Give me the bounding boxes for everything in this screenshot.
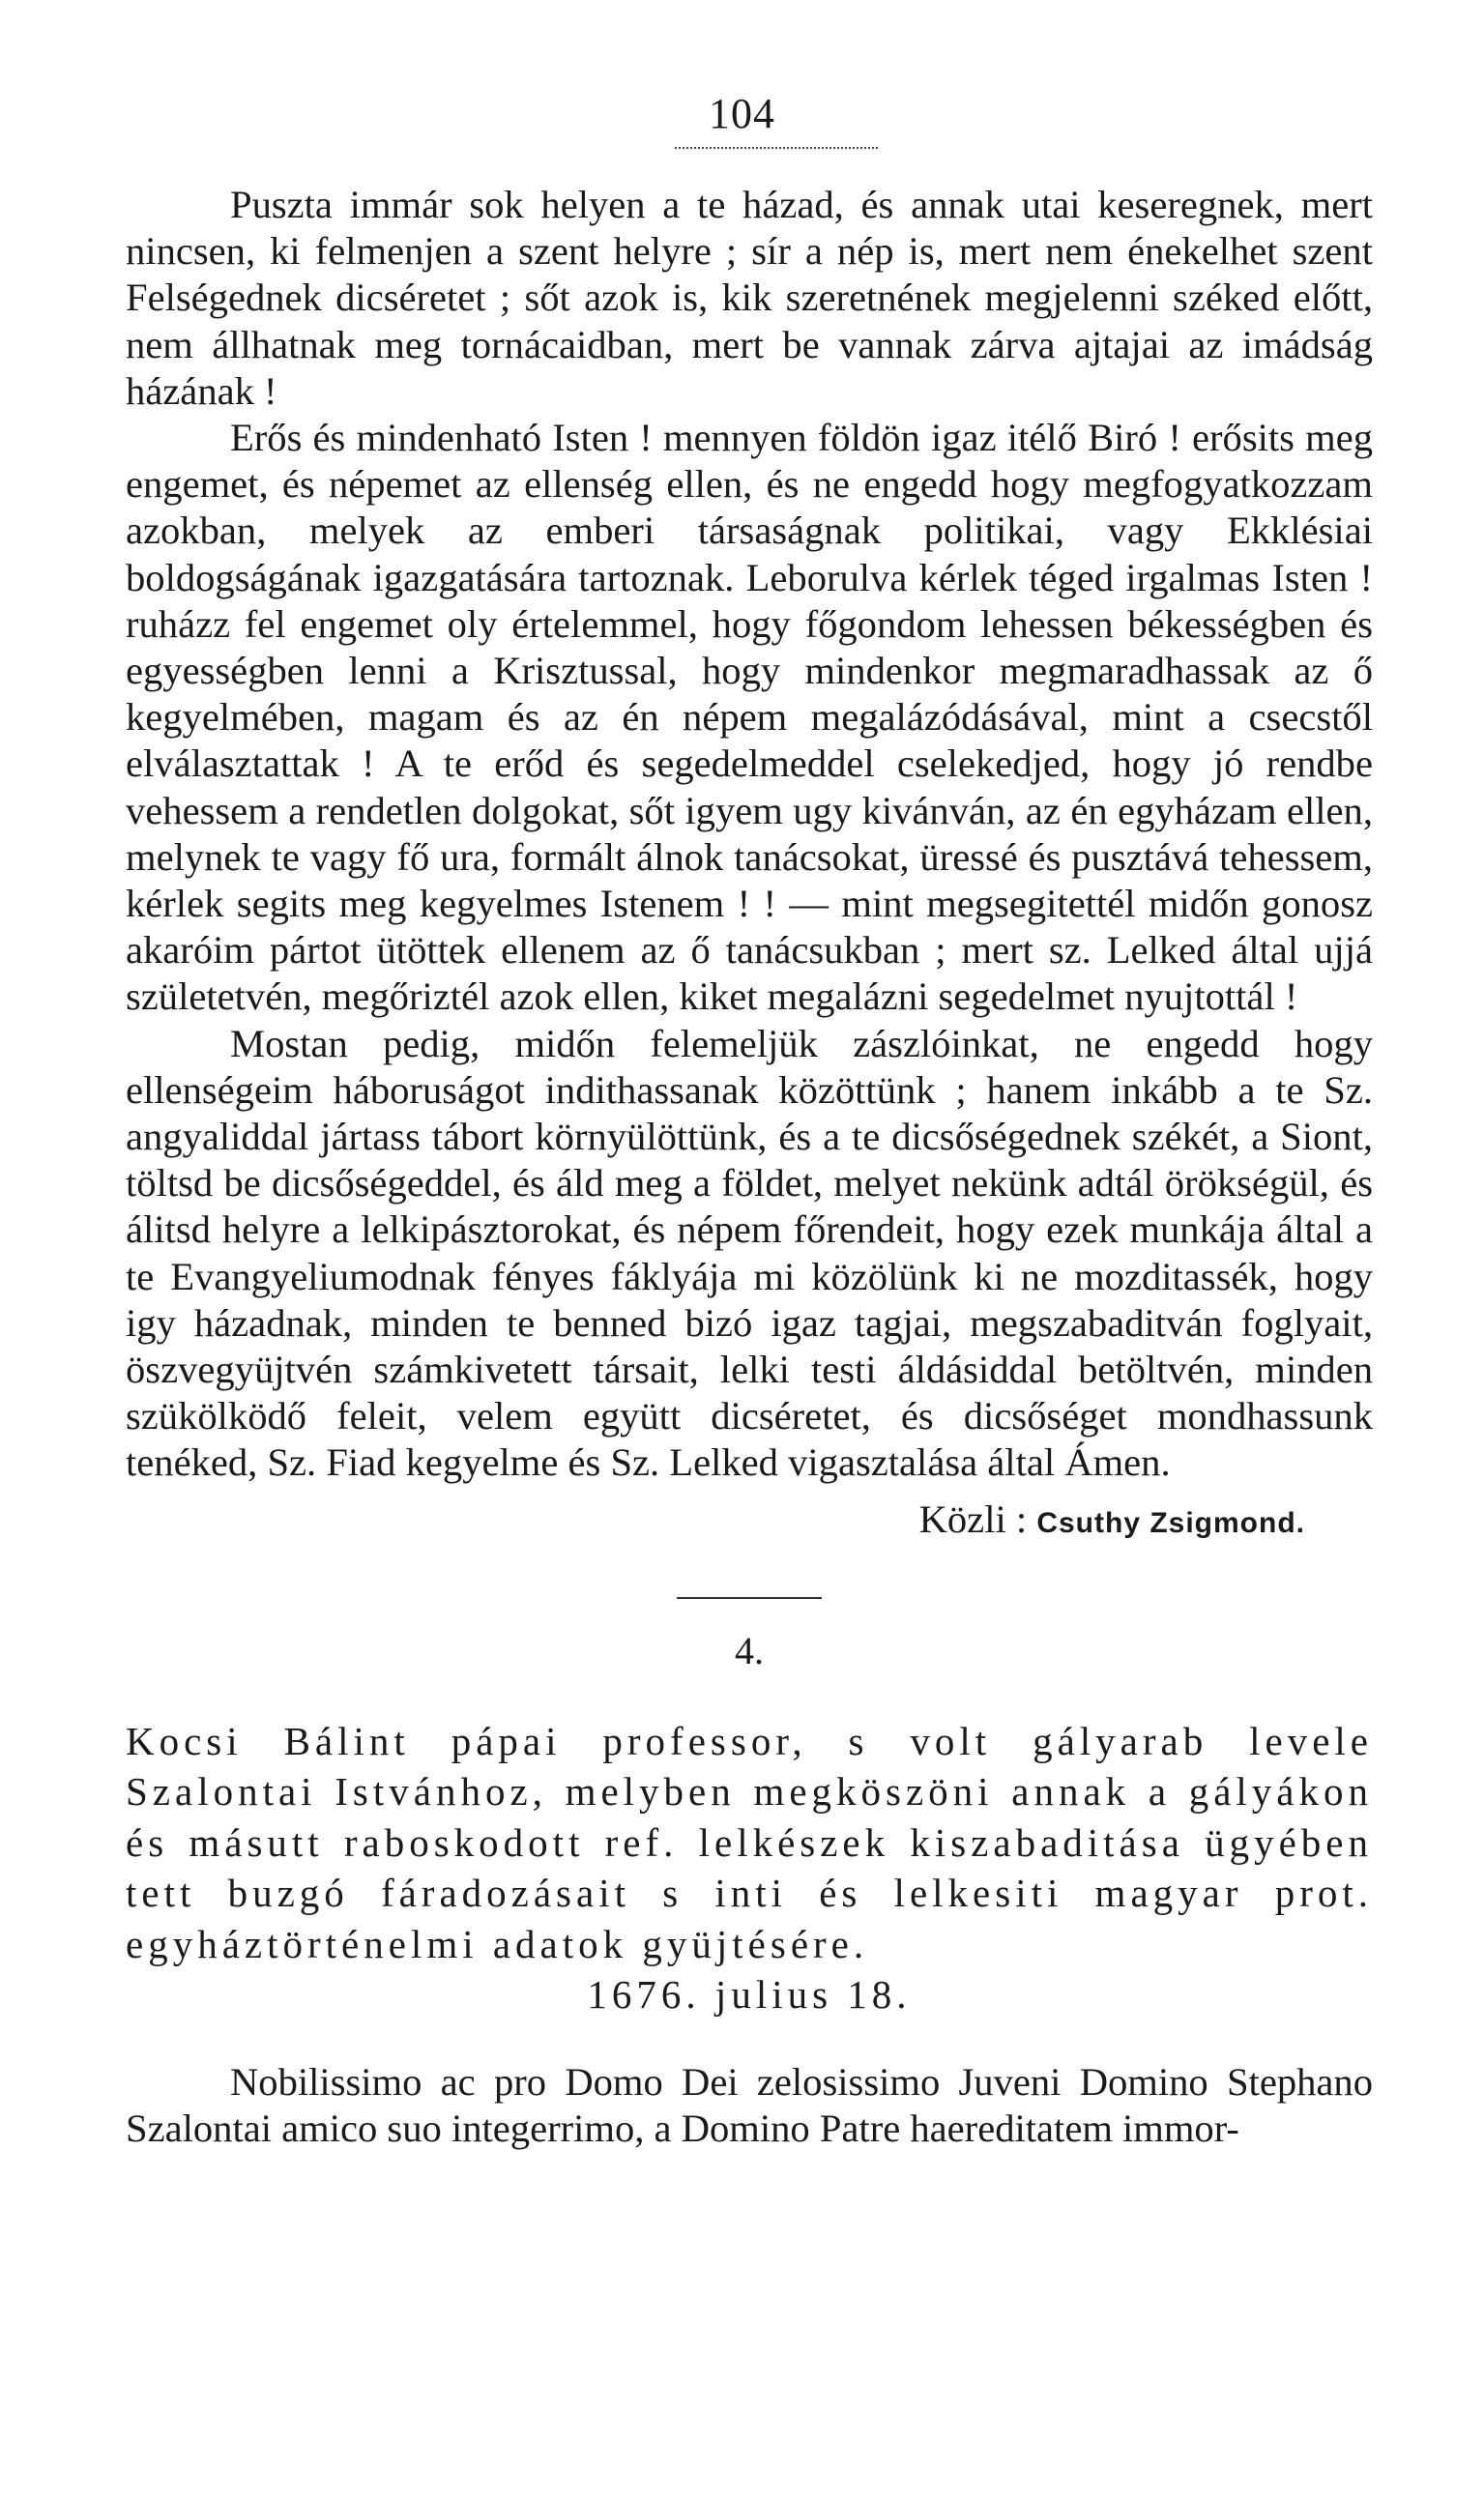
page-number-ornament <box>675 147 878 149</box>
letter-title: Kocsi Bálint pápai professor, s volt gályarab levele Szalontai Istvánhoz, melyben megköszöni annak a gályákon és másutt raboskodott ref. lelkészek kiszabaditása ügyében tett buzgó fáradozásait s inti és lelkesiti magyar prot. egyháztörténelmi adatok gyüjtésére. <box>126 1718 1373 1966</box>
prayer-paragraph-1: Puszta immár sok helyen a te házad, és annak utai keseregnek, mert nincsen, ki felmenjen a szent helyre ; sír a nép is, mert nem énekelhet szent Felségednek dicséretet ; sőt azok is, kik szeretnének megjelenni széked előtt, nem állhatnak meg tornácaidban, mert be vannak zárva ajtajai az imádság házának ! <box>126 183 1373 413</box>
communicator-name: Csuthy Zsigmond. <box>1036 1506 1305 1539</box>
communicator-line <box>126 1496 1373 1547</box>
section-divider <box>677 1597 822 1599</box>
prayer-paragraph-3: Mostan pedig, midőn felemeljük zászlóinkat, ne engedd hogy ellenségeim háboruságot indithassanak közöttünk ; hanem inkább a te Sz. angyaliddal jártass tábort környülöttünk, és a te dicsőségednek székét, a Siont, töltsd be dicsőségeddel, és áld meg a földet, melyet nekünk adtál örökségül, és álitsd helyre a lelkipásztorokat, és népem főrendeit, hogy ezek munkája által a te Evangyeliumodnak fényes fáklyája mi közölünk ki ne mozditassék, hogy igy házadnak, minden te benned bizó igaz tagjai, megszabaditván foglyait, öszvegyüjtvén számkivetett társait, lelki testi áldásiddal betöltvén, minden szükölködő feleit, velem együtt dicséretet, és dicsőséget mondhassunk tenéked, Sz. Fiad kegyelme és Sz. Lelked vigasztalása által Ámen. <box>126 1021 1373 1485</box>
communicator-label: Közli : <box>918 1496 1028 1541</box>
page-body <box>126 182 1373 2152</box>
section-number: 4. <box>735 1628 764 1672</box>
letter-salutation: Nobilissimo ac pro Domo Dei zelosissimo Juveni Domino Stephano Szalontai amico suo integerrimo, a Domino Patre haereditatem immor- <box>126 2059 1373 2150</box>
prayer-paragraph-2: Erős és mindenható Isten ! mennyen földön igaz itélő Biró ! erősits meg engemet, és népemet az ellenség ellen, és ne engedd hogy megfogyatkozzam azokban, melyek az emberi társaságnak politikai, vagy Ekklésiai boldogságának igazgatására tartoznak. Leborulva kérlek téged irgalmas Isten ! ruházz fel engemet oly értelemmel, hogy főgondom lehessen békességben és egyességben lenni a Krisztussal, hogy mindenkor megmaradhassak az ő kegyelmében, magam és az én népem megalázódásával, mint a csecstől elválasztattak ! A te erőd és segedelmeddel cselekedjed, hogy jó rendbe vehessem a rendetlen dolgokat, sőt igyem ugy kivánván, az én egyházam ellen, melynek te vagy fő ura, formált álnok tanácsokat, üressé és pusztává tehessem, kérlek segits meg kegyelmes Istenem ! ! — mint megsegitettél midőn gonosz akaróim pártot ütöttek ellenem az ő tanácsukban ; mert sz. Lelked által ujjá születetvén, megőriztél azok ellen, kiket megalázni segedelmet nyujtottál ! <box>126 416 1373 1019</box>
letter-date: 1676. julius 18. <box>587 1972 912 2018</box>
page-number: 104 <box>709 90 775 137</box>
